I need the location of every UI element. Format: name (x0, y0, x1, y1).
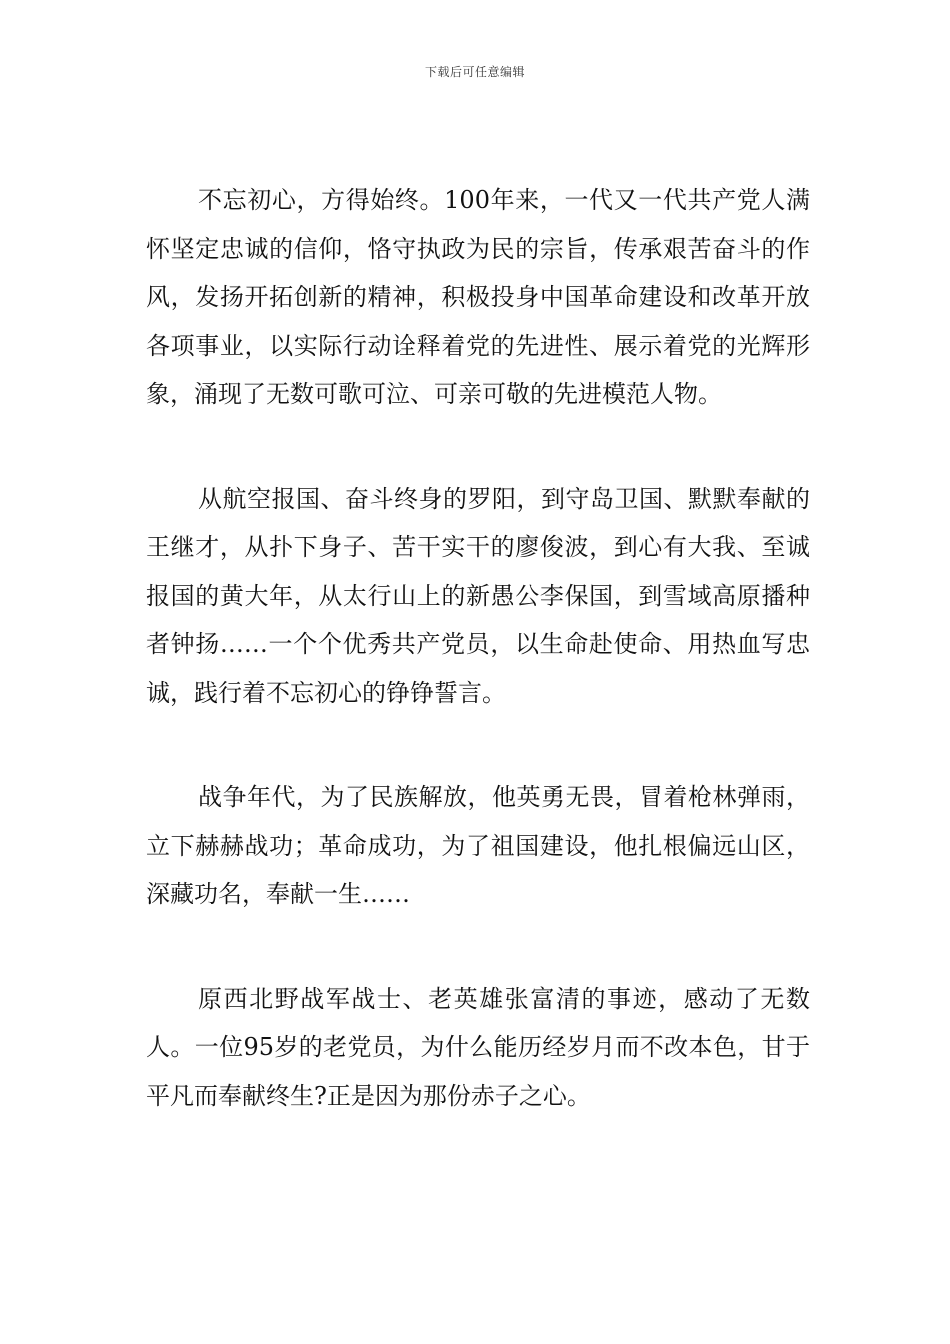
document-body (146, 176, 810, 1120)
paragraph-1: 不忘初心，方得始终。100年来，一代又一代共产党人满怀坚定忠诚的信仰，恪守执政为民的宗旨，传承艰苦奋斗的作风，发扬开拓创新的精神，积极投身中国革命建设和改革开放各项事业，以实际行动诠释着党的先进性、展示着党的光辉形象，涌现了无数可歌可泣、可亲可敬的先进模范人物。 (146, 186, 810, 408)
page-header: 下载后可任意编辑 (424, 65, 525, 79)
paragraph-4: 原西北野战军战士、老英雄张富清的事迹，感动了无数人。一位95岁的老党员，为什么能历经岁月而不改本色，甘于平凡而奉献终生?正是因为那份赤子之心。 (146, 984, 810, 1110)
paragraph-3: 战争年代，为了民族解放，他英勇无畏，冒着枪林弹雨，立下赫赫战功；革命成功，为了祖国建设，他扎根偏远山区，深藏功名，奉献一生…… (146, 783, 810, 908)
paragraph-2: 从航空报国、奋斗终身的罗阳，到守岛卫国、默默奉献的王继才，从扑下身子、苦干实干的廖俊波，到心有大我、至诚报国的黄大年，从太行山上的新愚公李保国，到雪域高原播种者钟扬……一个个优秀共产党员，以生命赴使命、用热血写忠诚，践行着不忘初心的铮铮誓言。 (146, 484, 810, 707)
